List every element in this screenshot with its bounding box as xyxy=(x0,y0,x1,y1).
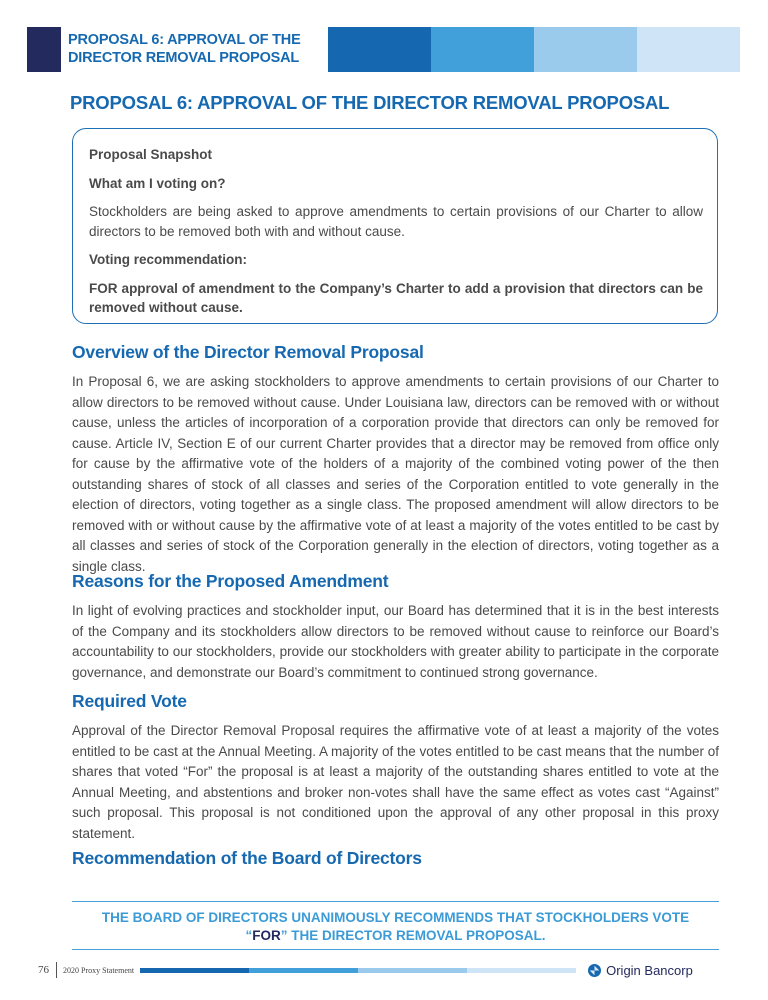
brand-name: Origin Bancorp xyxy=(606,962,693,978)
section-heading: Required Vote xyxy=(72,691,187,711)
section-heading: Recommendation of the Board of Directors xyxy=(72,848,422,868)
snapshot-heading: Proposal Snapshot xyxy=(89,147,213,162)
recommendation-line-1: THE BOARD OF DIRECTORS UNANIMOUSLY RECOMMENDS THAT STOCKHOLDERS VOTE xyxy=(101,910,690,925)
section-body: In light of evolving practices and stockholder input, our Board has determined that it is in the best interests of the Company and its stockholders allow directors to be removed without cause to reinforce our Board’s accountability to our stockholders, provide our stockholders with greater ability to participate in the corporate governance, and demonstrate our Board’s commitment to continued strong governance. xyxy=(72,603,719,680)
recommendation-line-2-rest: THE DIRECTOR REMOVAL PROPOSAL. xyxy=(287,928,546,943)
required-vote-section xyxy=(72,691,719,844)
footer-bar xyxy=(467,968,576,973)
header-bar xyxy=(534,27,637,72)
header-bar xyxy=(431,27,534,72)
snapshot-recommendation-text: FOR approval of amendment to the Company’s Charter to add a provision that directors can be removed without cause. xyxy=(89,280,703,315)
header-accent-block xyxy=(27,27,61,72)
page-footer xyxy=(38,962,738,978)
section-body: Approval of the Director Removal Proposal requires the affirmative vote of at least a majority of the votes entitled to be cast at the Annual Meeting. A majority of the votes entitled to be cast means that the number of shares that voted “For” the proposal is at least a majority of the outstanding shares entitled to vote at the Annual Meeting, and abstentions and broker non-votes shall have the same effect as votes cast “Against” such proposal. This proposal is not conditioned upon the approval of any other proposal in this proxy statement. xyxy=(72,723,719,841)
section-heading: Overview of the Director Removal Proposal xyxy=(72,342,424,362)
document-label: 2020 Proxy Statement xyxy=(63,965,135,975)
footer-bar xyxy=(140,968,249,973)
footer-color-bars xyxy=(140,968,576,973)
footer-bar xyxy=(249,968,358,973)
section-body: In Proposal 6, we are asking stockholders to approve amendments to certain provisions of our Charter to allow directors to be removed without cause. Under Louisiana law, directors can be removed with or without cause, unless the articles of incorporation of a corporation provide that directors can only be removed for cause. Article IV, Section E of our current Charter provides that a director may be removed from office only for cause by the affirmative vote of the holders of a majority of the combined voting power of the then outstanding shares of stock of all classes and series of the Corporation entitled to vote generally in the election of directors, voting together as a single class. The proposed amendment will allow directors to be removed with or without cause by the affirmative vote of at least a majority of the votes entitled to be cast by all classes and series of stock of the Corporation generally in the election of directors, voting together as a single class. xyxy=(72,374,719,574)
footer-divider xyxy=(56,962,57,978)
header-bar xyxy=(328,27,431,72)
vote-for-emphasis: FOR xyxy=(252,928,281,943)
footer-bar xyxy=(358,968,467,973)
snapshot-question-label: What am I voting on? xyxy=(89,175,226,191)
open-quote: “ xyxy=(245,928,253,943)
origin-bancorp-logo-icon xyxy=(588,964,601,977)
header-color-bars xyxy=(328,27,740,72)
section-tab-title: PROPOSAL 6: APPROVAL OF THE DIRECTOR REMOVAL PROPOSAL xyxy=(68,32,301,66)
reasons-section xyxy=(72,571,719,683)
snapshot-question-text: Stockholders are being asked to approve amendments to certain provisions of our Charter to allow directors to be removed both with and without cause. xyxy=(89,204,703,239)
recommendation-line-2 xyxy=(72,927,719,945)
close-quote: ” xyxy=(280,928,288,943)
proposal-snapshot-box xyxy=(72,128,718,324)
page-number: 76 xyxy=(38,964,49,976)
board-recommendation-callout xyxy=(72,901,719,950)
page-title: PROPOSAL 6: APPROVAL OF THE DIRECTOR REMOVAL PROPOSAL xyxy=(70,92,670,113)
overview-section xyxy=(72,342,719,577)
section-heading: Reasons for the Proposed Amendment xyxy=(72,571,389,591)
header-bar xyxy=(637,27,740,72)
origin-bancorp-logo xyxy=(588,963,693,978)
board-recommendation-section xyxy=(72,848,719,878)
snapshot-recommendation-label: Voting recommendation: xyxy=(89,252,248,267)
